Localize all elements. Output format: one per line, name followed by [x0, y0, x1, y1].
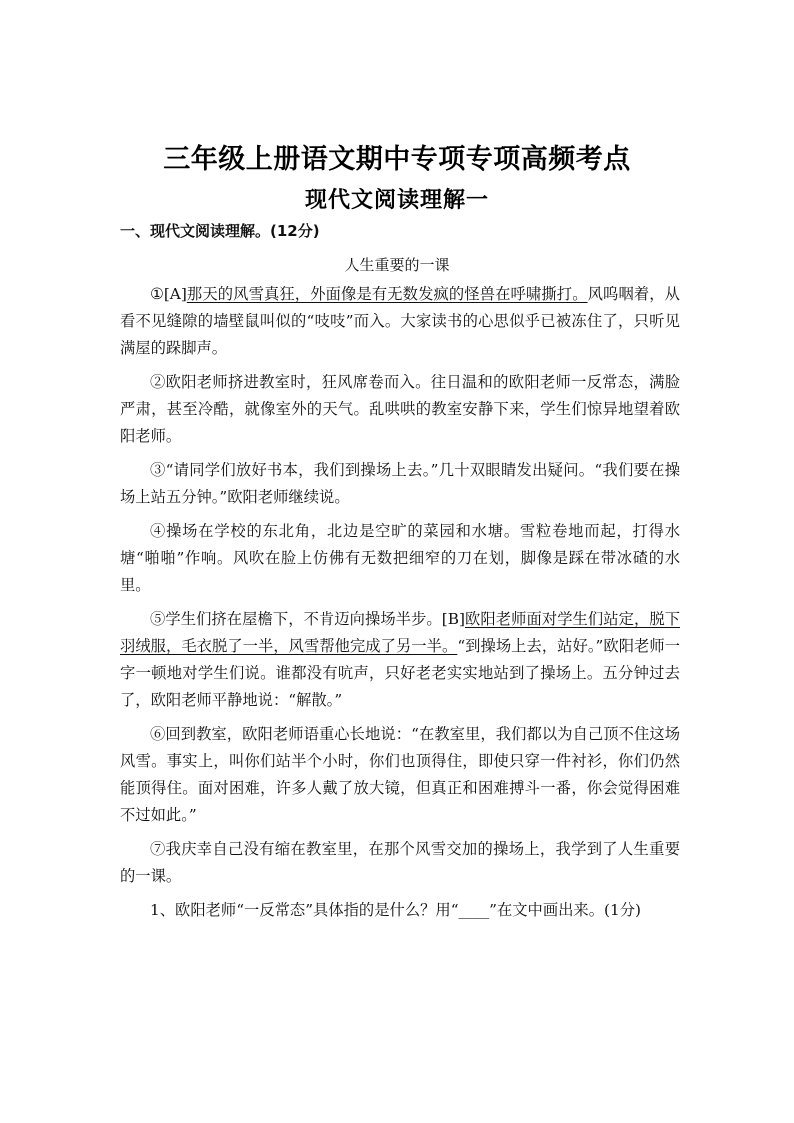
paragraph-1-prefix: ①[A]	[150, 285, 187, 303]
underlined-sentence-a: 那天的风雪真狂，外面像是有无数发疯的怪兽在呼啸撕打。	[186, 285, 588, 303]
paragraph-6: ⑥回到教室，欧阳老师语重心长地说：“在教室里，我们都以为自己顶不住这场风雪。事实上，叫你们站半个小时，你们也顶得住，即使只穿一件衬衫，你们仍然能顶得住。面对困难，许多人戴了放大镜，但真正和困难搏斗一番，你会觉得困难不过如此。”	[120, 725, 680, 824]
paragraph-3: ③“请同学们放好书本，我们到操场上去。”几十双眼睛发出疑问。“我们要在操场上站五分钟。”欧阳老师继续说。	[120, 461, 680, 506]
paragraph-7: ⑦我庆幸自己没有缩在教室里，在那个风雪交加的操场上，我学到了人生重要的一课。	[120, 840, 680, 885]
passage-body	[120, 281, 680, 924]
paragraph-1	[120, 281, 680, 362]
underlined-sentence-b: 欧阳老师面对学生们站定，脱下羽绒服，毛衣脱了一半，风雪帮他完成了另一半。	[120, 610, 680, 655]
paragraph-5	[120, 606, 680, 714]
paragraph-2: ②欧阳老师挤进教室时，狂风席卷而入。往日温和的欧阳老师一反常态，满脸严肃，甚至冷酷，就像室外的天气。乱哄哄的教室安静下来，学生们惊异地望着欧阳老师。	[120, 373, 680, 445]
document-title: 三年级上册语文期中专项专项高频考点	[163, 144, 631, 175]
passage-title: 人生重要的一课	[344, 256, 450, 274]
paragraph-4: ④操场在学校的东北角，北边是空旷的菜园和水塘。雪粒卷地而起，打得水塘“啪啪”作响。风吹在脸上仿佛有无数把细窄的刀在划，脚像是踩在带冰碴的水里。	[120, 522, 680, 594]
document-subtitle: 现代文阅读理解一	[304, 188, 489, 213]
paragraph-5-prefix: ⑤学生们挤在屋檐下，不肯迈向操场半步。[B]	[150, 610, 465, 628]
paragraph-5-rest: “到操场上去，站好。”欧阳老师一字一顿地对学生们说。谁都没有吭声，只好老老实实地站到了操场上。五分钟过去了，欧阳老师平静地说：“解散。”	[120, 637, 680, 709]
paragraph-1-rest: 风呜咽着，从看不见缝隙的墙壁鼠叫似的“吱吱”而入。大家读书的心思似乎已被冻住了，只听见满屋的跺脚声。	[120, 285, 680, 357]
section-heading: 一、现代文阅读理解。(12分)	[120, 222, 320, 240]
question-1: 1、欧阳老师“一反常态”具体指的是什么？用“____”在文中画出来。(1分)	[150, 901, 641, 919]
